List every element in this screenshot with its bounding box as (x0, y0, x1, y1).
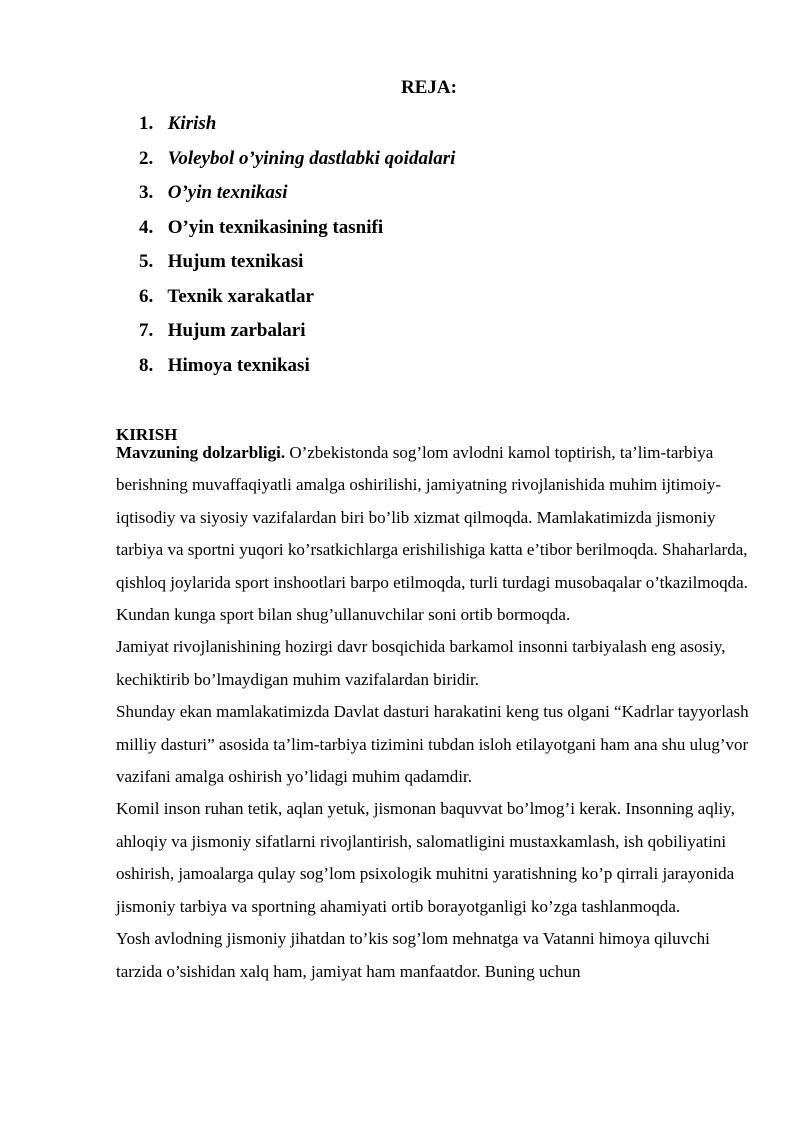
plan-item-text: Hujum zarbalari (167, 320, 306, 341)
plan-item-text: Hujum texnikasi (167, 251, 304, 272)
paragraph-text: Komil inson ruhan tetik, aqlan yetuk, jismonan baquvvat bo’lmog’i kerak. Insonning aqliy, ahloqiy va jismoniy sifatlarni rivojlantirish, salomatligini mustaxkamlash, ish qobiliyatini oshirish, jamoalarga qulay sog’lom psixologik muhitni yaratishning ko’p qirrali jarayonida jismoniy tarbiya va sportning ahamiyati ortib borayotganligi ko’zga tashlanmoqda. (116, 799, 735, 916)
plan-item-number: 3. (139, 182, 154, 203)
plan-list (139, 112, 455, 388)
paragraph (116, 631, 756, 696)
plan-item-number: 6. (139, 285, 154, 307)
plan-item (139, 181, 455, 216)
paragraph-text: O’zbekistonda sog’lom avlodni kamol toptirish, ta’lim-tarbiya berishning muvaffaqiyatli amalga oshirilishi, jamiyatning rivojlanishida muhim ijtimoiy-iqtisodiy va siyosiy vazifalardan biri bo’lib xizmat qilmoqda. Mamlakatimizda jismoniy tarbiya va sportni yuqori ko’rsatkichlarga erishilishiga katta e’tibor berilmoqda. Shaharlarda, qishloq joylarida sport inshootlari barpo etilmoqda, turli turdagi musobaqalar o’tkazilmoqda. Kundan kunga sport bilan shug’ullanuvchilar soni ortib bormoqda. (116, 443, 748, 625)
document-title: REJA: (401, 77, 457, 98)
plan-item (139, 147, 455, 182)
plan-item-number: 7. (139, 320, 154, 341)
plan-item (139, 250, 455, 285)
plan-item-text: Texnik xarakatlar (167, 285, 314, 307)
plan-item-text: Himoya texnikasi (167, 354, 310, 376)
plan-item-text: O’yin texnikasi (167, 182, 288, 203)
body-content (116, 424, 756, 988)
paragraph-text: Jamiyat rivojlanishining hozirgi davr bosqichida barkamol insonni tarbiyalash eng asosiy, kechiktirib bo’lmaydigan muhim vazifalardan biridir. (116, 637, 726, 689)
plan-item (139, 285, 455, 320)
plan-item (139, 216, 455, 251)
plan-item-text: O’yin texnikasining tasnifi (167, 216, 384, 238)
paragraph (116, 696, 756, 793)
paragraph-text: Shunday ekan mamlakatimizda Davlat dasturi harakatini keng tus olgani “Kadrlar tayyorlash milliy dasturi” asosida ta’lim-tarbiya tizimini tubdan isloh etilayotgani ham ana shu ulug’vor vazifani amalga oshirish yo’lidagi muhim qadamdir. (116, 702, 749, 787)
paragraph-lead: Mavzuning dolzarbligi. (116, 443, 286, 462)
plan-item-number: 8. (139, 354, 154, 376)
plan-item-number: 4. (139, 216, 154, 238)
plan-item (139, 319, 455, 354)
plan-item-number: 2. (139, 147, 154, 169)
paragraph (116, 793, 756, 923)
paragraph (116, 923, 756, 988)
paragraph (116, 437, 756, 631)
plan-item-text: Kirish (167, 113, 217, 134)
plan-item-number: 1. (139, 113, 154, 134)
section-heading: KIRISH (116, 425, 178, 444)
plan-item-text: Voleybol o’yining dastlabki qoidalari (167, 147, 456, 169)
paragraph-text: Yosh avlodning jismoniy jihatdan to’kis sog’lom mehnatga va Vatanni himoya qiluvchi tarzida o’sishidan xalq ham, jamiyat ham manfaatdor. Buning uchun (116, 929, 710, 981)
plan-item (139, 112, 455, 147)
plan-item (139, 354, 455, 389)
plan-item-number: 5. (139, 251, 154, 272)
